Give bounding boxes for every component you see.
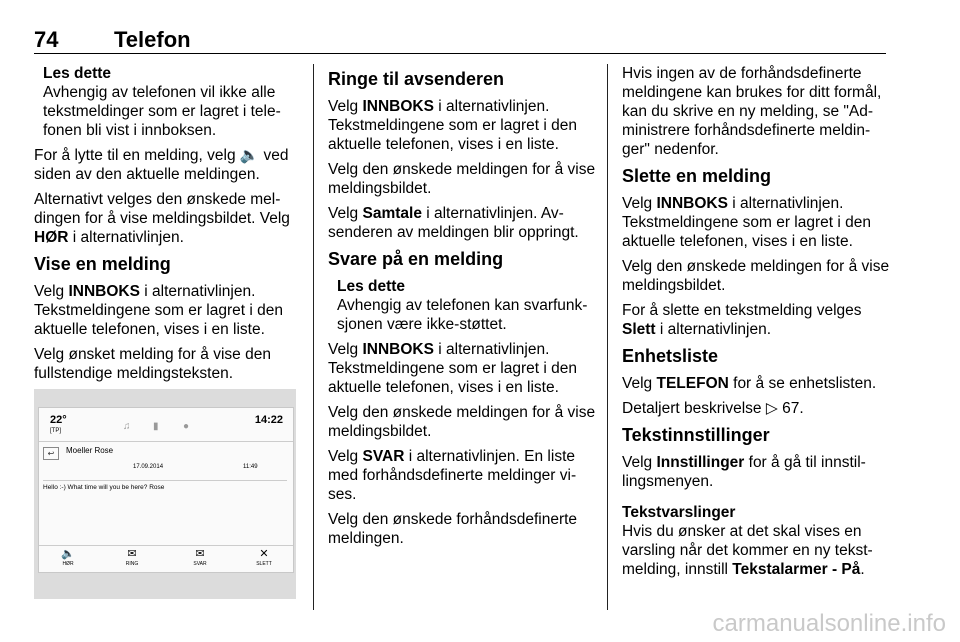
note-body: Avhengig av telefonen kan svarfunk- sjonen være ikke-støttet. (337, 297, 588, 333)
page-title: Telefon (114, 27, 191, 52)
paragraph: Velg INNBOKS i alternativlinjen. Tekstmeldingene som er lagret i den aktuelle telefonen, vises i en liste. (34, 283, 283, 338)
music-icon: ♫ (123, 421, 131, 432)
message-time: 11:49 (243, 464, 258, 470)
screen (38, 407, 294, 573)
paragraph: Hvis ingen av de forhåndsdefinerte meldingene kan brukes for ditt formål, kan du skrive en ny melding, se "Ad- ministrere forhåndsdefinerte meldin- ger" nedenfor. (622, 65, 882, 158)
clock: 14:22 (254, 414, 283, 426)
section-heading: Ringe til avsenderen (328, 69, 505, 89)
paragraph: Velg den ønskede meldingen for å vise meldingsbildet. (328, 404, 596, 440)
speaker-icon: 🔈 (239, 147, 260, 164)
column-1 (34, 64, 306, 389)
sender-name: Moeller Rose (66, 446, 114, 455)
paragraph: Velg Samtale i alternativlinjen. Av- senderen av meldingen blir oppringt. (328, 205, 579, 241)
temperature: 22° (50, 414, 67, 426)
paragraph: Velg TELEFON for å se enhetslisten. (622, 375, 877, 392)
tp-indicator: [TP] (50, 428, 62, 434)
note-body: Avhengig av telefonen vil ikke alle tekstmeldinger som er lagret i tele- fonen bli vist i innboksen. (43, 84, 281, 139)
paragraph: Velg SVAR i alternativlinjen. En liste med forhåndsdefinerte meldinger vi- ses. (328, 448, 577, 503)
subsection-heading: Tekstvarslinger (622, 504, 736, 521)
speaker-icon: 🔈 (61, 548, 75, 560)
reference-arrow-icon: ▷ (765, 400, 778, 417)
paragraph: For å lytte til en melding, velg 🔈 ved siden av den aktuelle meldingen. (34, 147, 289, 183)
paragraph: Velg INNBOKS i alternativlinjen. Tekstmeldingene som er lagret i den aktuelle telefonen, vises i en liste. (622, 195, 871, 250)
watermark: carmanualsonline.info (712, 610, 946, 637)
note-box (328, 277, 598, 334)
paragraph: Alternativt velges den ønskede mel- dingen for å vise meldingsbildet. Velg HØR i alternativlinjen. (34, 191, 290, 246)
note-box (34, 64, 306, 140)
paragraph: For å slette en tekstmelding velges Slett i alternativlinjen. (622, 302, 862, 338)
section-heading: Svare på en melding (328, 249, 504, 269)
paragraph: Velg INNBOKS i alternativlinjen. Tekstmeldingene som er lagret i den aktuelle telefonen, vises i en liste. (328, 341, 577, 396)
top-icons (123, 416, 213, 434)
paragraph: Hvis du ønsker at det skal vises en varsling når det kommer en ny tekst- melding, innstill Tekstalarmer - På. (622, 523, 873, 578)
delete-button[interactable]: ✕ SLETT (239, 548, 289, 567)
close-icon: ✕ (259, 548, 269, 560)
section-heading: Vise en melding (34, 254, 171, 274)
section-heading: Enhetsliste (622, 346, 719, 366)
column-divider (607, 64, 608, 610)
note-title: Les dette (43, 65, 112, 82)
message-reply-icon: ✉ (195, 548, 205, 560)
paragraph: Velg ønsket melding for å vise den fullstendige meldingsteksten. (34, 346, 271, 382)
nav-icon: ● (183, 421, 190, 432)
listen-button[interactable]: 🔈 HØR (43, 548, 93, 567)
reply-button[interactable]: ✉ SVAR (175, 548, 225, 567)
paragraph: Velg den ønskede meldingen for å vise meldingsbildet. (622, 258, 890, 294)
page-header (34, 27, 884, 51)
message-date: 17.09.2014 (133, 464, 164, 470)
note-title: Les dette (337, 278, 406, 295)
paragraph: Velg den ønskede meldingen for å vise meldingsbildet. (328, 161, 596, 197)
page-number: 74 (34, 27, 59, 52)
infotainment-screenshot (34, 389, 296, 599)
message-call-icon: ✉ (127, 548, 137, 560)
phone-icon: ▮ (153, 421, 159, 432)
column-3 (622, 64, 892, 585)
action-bar (39, 545, 293, 572)
column-2 (328, 64, 598, 554)
message-header (39, 441, 293, 478)
back-icon[interactable]: ↩ (43, 447, 59, 460)
paragraph: Velg Innstillinger for å gå til innstil- lingsmenyen. (622, 454, 866, 490)
column-divider (313, 64, 314, 610)
paragraph: Velg INNBOKS i alternativlinjen. Tekstmeldingene som er lagret i den aktuelle telefonen, vises i en liste. (328, 98, 577, 153)
paragraph: Detaljert beskrivelse ▷ 67. (622, 400, 804, 417)
call-button[interactable]: ✉ RING (107, 548, 157, 567)
section-heading: Tekstinnstillinger (622, 425, 770, 445)
header-rule (34, 53, 886, 54)
section-heading: Slette en melding (622, 166, 772, 186)
message-text: Hello :-) What time will you be here? Rose (43, 480, 287, 540)
paragraph: Velg den ønskede forhåndsdefinerte meldingen. (328, 511, 578, 547)
